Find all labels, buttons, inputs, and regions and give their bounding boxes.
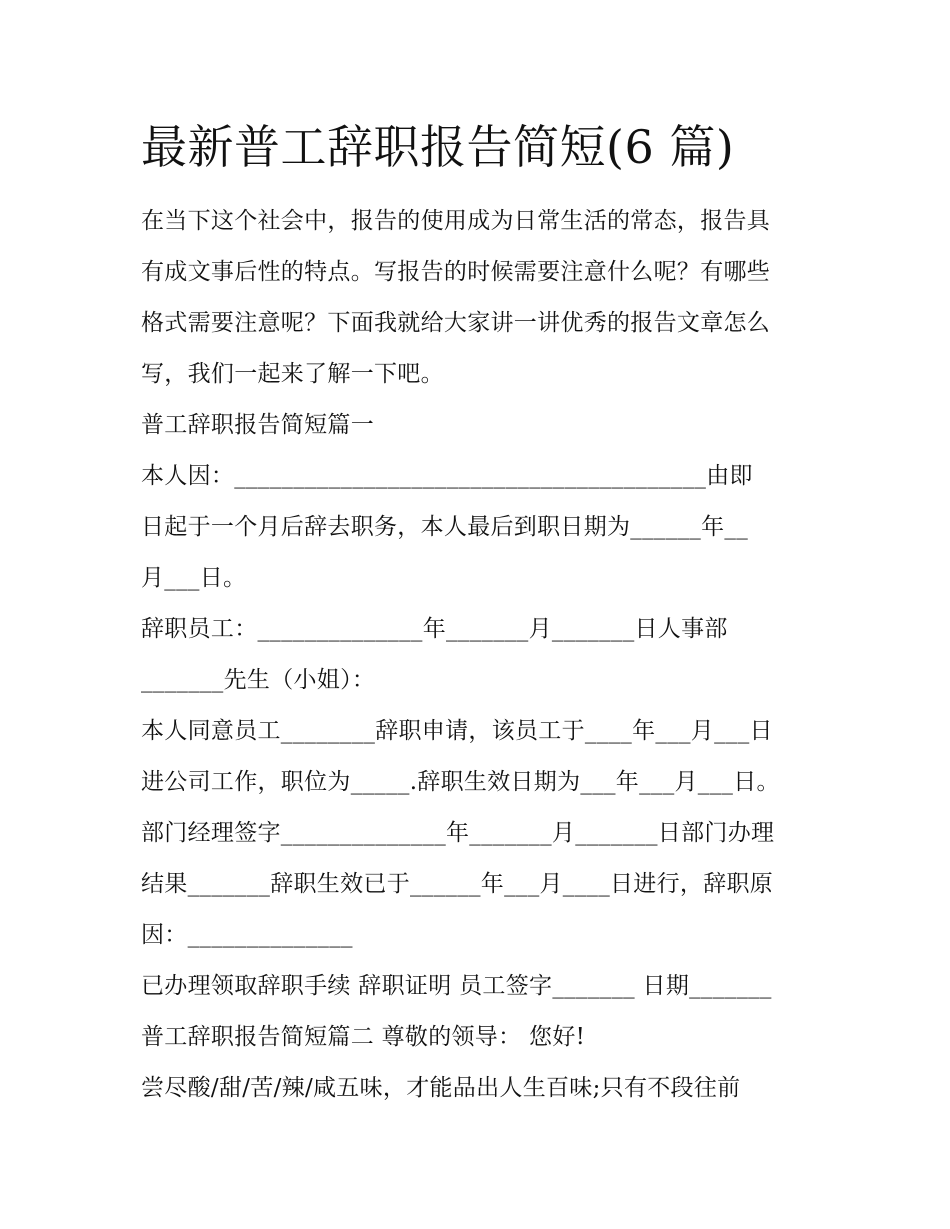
paragraph-line: 日起于一个月后辞去职务，本人最后到职日期为______年__ [141, 514, 748, 540]
paragraph-line: 辞职员工：______________年_______月_______日人事部 [141, 616, 728, 642]
paragraph-line: 结果_______辞职生效已于______年___月____日进行，辞职原 [141, 871, 774, 897]
paragraph-line: 本人同意员工________辞职申请，该员工于____年___月___日 [141, 718, 773, 744]
paragraph-line: 在当下这个社会中，报告的使用成为日常生活的常态，报告具 [141, 208, 771, 234]
paragraph-line: 进公司工作，职位为_____.辞职生效日期为___年___月___日。 [141, 769, 780, 795]
paragraph-line: 有成文事后性的特点。写报告的时候需要注意什么呢？有哪些 [141, 259, 771, 285]
paragraph-line: 本人因：________________________________________由即 [141, 463, 753, 489]
paragraph-line: _______先生（小姐）： [141, 667, 376, 693]
paragraph-line: 已办理领取辞职手续 辞职证明 员工签字_______ 日期_______ [141, 973, 772, 999]
paragraph-line: 月___日。 [141, 565, 247, 591]
paragraph-line: 因：______________ [141, 922, 353, 948]
document-title: 最新普工辞职报告简短(6 篇) [141, 120, 735, 174]
section-heading: 普工辞职报告简短篇二 尊敬的领导： 您好! [141, 1024, 586, 1050]
paragraph-line: 写，我们一起来了解一下吧。 [141, 361, 444, 387]
document-body [141, 196, 821, 1114]
paragraph-line: 格式需要注意呢？下面我就给大家讲一讲优秀的报告文章怎么 [141, 310, 771, 336]
paragraph-line: 部门经理签字______________年_______月_______日部门办理 [141, 820, 775, 846]
paragraph-line: 尝尽酸/甜/苦/辣/咸五味，才能品出人生百味;只有不段往前 [141, 1075, 741, 1101]
section-heading: 普工辞职报告简短篇一 [141, 412, 374, 438]
